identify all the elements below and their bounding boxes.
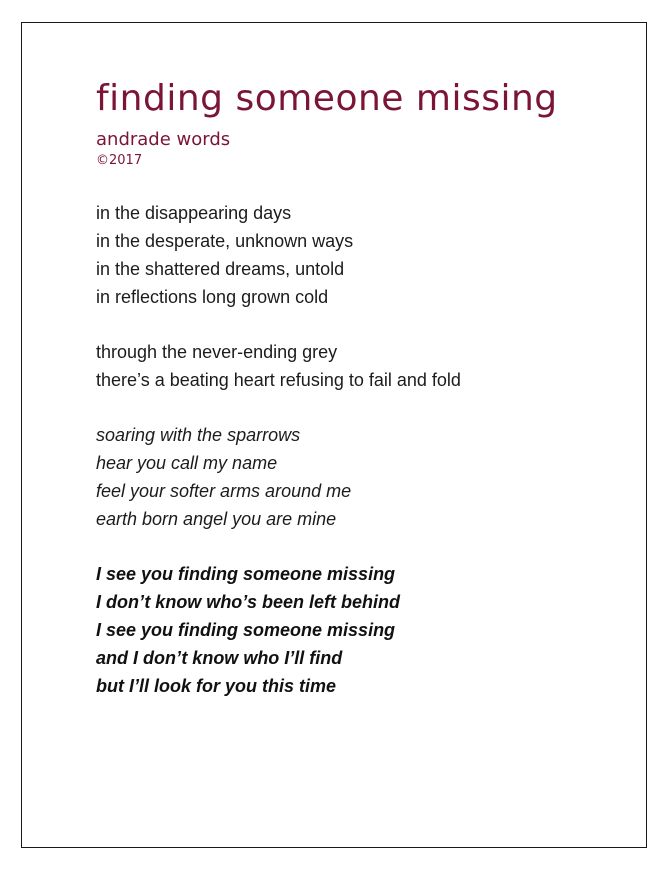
poem-line: soaring with the sparrows (96, 425, 301, 445)
stanza-2 (96, 338, 626, 394)
poem-line: there’s a beating heart refusing to fail and fold (96, 370, 461, 390)
poem-line: in the shattered dreams, untold (96, 259, 345, 279)
poem-line: through the never-ending grey (96, 342, 338, 362)
poem-line: I see you finding someone missing (96, 564, 396, 584)
poem-line: feel your softer arms around me (96, 481, 352, 501)
poem-line: in the desperate, unknown ways (96, 231, 354, 251)
stanza-1 (96, 199, 626, 311)
poem-line: in the disappearing days (96, 203, 292, 223)
stanza-3 (96, 421, 626, 533)
poem-line: and I don’t know who I’ll find (96, 648, 343, 668)
copyright-notice: ©2017 (96, 153, 143, 168)
poem-line: in reflections long grown cold (96, 287, 329, 307)
poem-title: finding someone missing (96, 78, 558, 119)
stanza-4-chorus (96, 560, 626, 700)
poem-page (21, 22, 647, 848)
poem-line: I see you finding someone missing (96, 620, 396, 640)
poem-line: I don’t know who’s been left behind (96, 592, 400, 612)
poem-author: andrade words (96, 129, 231, 150)
poem-line: earth born angel you are mine (96, 509, 337, 529)
poem-line: hear you call my name (96, 453, 278, 473)
poem-content (96, 77, 626, 700)
poem-line: but I’ll look for you this time (96, 676, 337, 696)
